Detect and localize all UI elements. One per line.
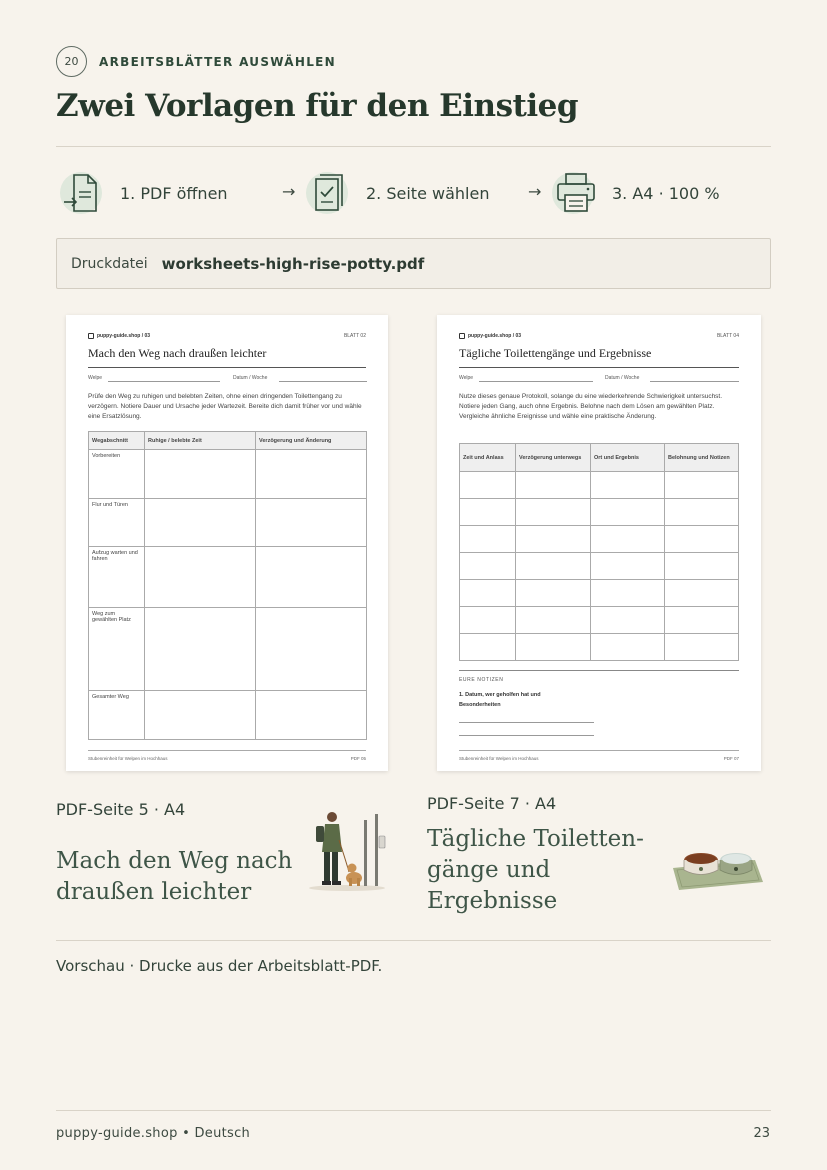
notes-item: 1. Datum, wer geholfen hat und Besonderheiten (459, 692, 541, 708)
divider (56, 146, 771, 147)
divider (56, 940, 771, 941)
print-steps (60, 170, 760, 216)
arrow-right-icon: → (282, 182, 296, 201)
file-label: Druckdatei (71, 255, 148, 272)
preview-note: Vorschau · Drucke aus der Arbeitsblatt-PDF. (56, 957, 383, 975)
section-header (56, 46, 336, 77)
worksheet-preview-2[interactable] (437, 315, 761, 771)
dog-logo-icon (459, 333, 465, 339)
section-number-badge: 20 (56, 46, 87, 77)
dog-logo-icon (88, 333, 94, 339)
person-with-dog-illustration (305, 808, 389, 892)
sheet-title: Tägliche Toilettengänge und Ergebnisse (459, 346, 652, 360)
sheet-number: BLATT 04 (716, 333, 739, 339)
sheet-footer: Stubenreinheit für Welpen im Hochhaus PDF 07 (459, 750, 739, 761)
step-1 (60, 170, 228, 216)
food-water-bowls-illustration (669, 838, 765, 894)
sheet-brand: puppy-guide.shop / 03 (88, 333, 150, 339)
notes-heading: EURE NOTIZEN (459, 677, 504, 683)
pdf-file-icon (60, 170, 108, 216)
step-1-label: 1. PDF öffnen (120, 183, 228, 203)
sheet-footer: Stubenreinheit für Welpen im Hochhaus PDF 05 (88, 750, 366, 761)
page-title: Zwei Vorlagen für den Einstieg (56, 88, 579, 124)
field-puppy: Welpe (88, 375, 103, 381)
sheet-title: Mach den Weg nach draußen leichter (88, 346, 267, 360)
sheet-intro: Nutze dieses genaue Protokoll, solange du eine wiederkehrende Schwierigkeit untersuchst. Notiere jeden Gang, auch ohne Ergebnis. Belohne nach dem Lösen am gewählten Platz. Vergleiche ähnliche Ereignisse und wähle eine praktische Änderung. (459, 393, 723, 420)
section-kicker: ARBEITSBLÄTTER AUSWÄHLEN (99, 54, 336, 69)
step-2 (306, 170, 489, 216)
route-table: Wegabschnitt Ruhige / belebte Zeit Verzögerung und Änderung Vorbereiten Flur und Türen Aufzug warten und fahren Weg zum gewählten Platz Gesamter Weg (88, 431, 367, 740)
select-page-icon (306, 170, 354, 216)
sheet-brand: puppy-guide.shop / 03 (459, 333, 521, 339)
caption-title-1: Mach den Weg nach draußen leichter (56, 848, 293, 905)
file-name: worksheets-high-rise-potty.pdf (161, 254, 425, 273)
caption-title-2: Tägliche Toiletten-gänge und Ergebnisse (427, 826, 644, 914)
caption-page-2: PDF-Seite 7 · A4 (427, 794, 557, 813)
printer-icon (552, 170, 600, 216)
step-3 (552, 170, 720, 216)
footer-site-language: puppy-guide.shop • Deutsch (56, 1126, 251, 1141)
log-table: Zeit und Anlass Verzögerung unterwegs Ort und Ergebnis Belohnung und Notizen (459, 443, 739, 661)
field-date: Datum / Woche (605, 375, 640, 381)
footer-divider (56, 1110, 771, 1111)
page-number: 23 (753, 1126, 770, 1141)
caption-page-1: PDF-Seite 5 · A4 (56, 800, 186, 819)
step-3-label: 3. A4 · 100 % (612, 183, 720, 203)
sheet-number: BLATT 02 (343, 333, 366, 339)
step-2-label: 2. Seite wählen (366, 183, 490, 203)
field-puppy: Welpe (459, 375, 474, 381)
print-file-box (56, 238, 771, 289)
sheet-intro: Prüfe den Weg zu ruhigen und belebten Zeiten, ohne einen dringenden Toilettengang zu verzögern. Notiere Dauer und Ursache jeder Wartezeit. Bereite dich damit früher vor und wähle eine Ersatzlösung. (88, 393, 362, 420)
worksheet-preview-1[interactable] (66, 315, 388, 771)
arrow-right-icon: → (528, 182, 542, 201)
field-date: Datum / Woche (233, 375, 268, 381)
